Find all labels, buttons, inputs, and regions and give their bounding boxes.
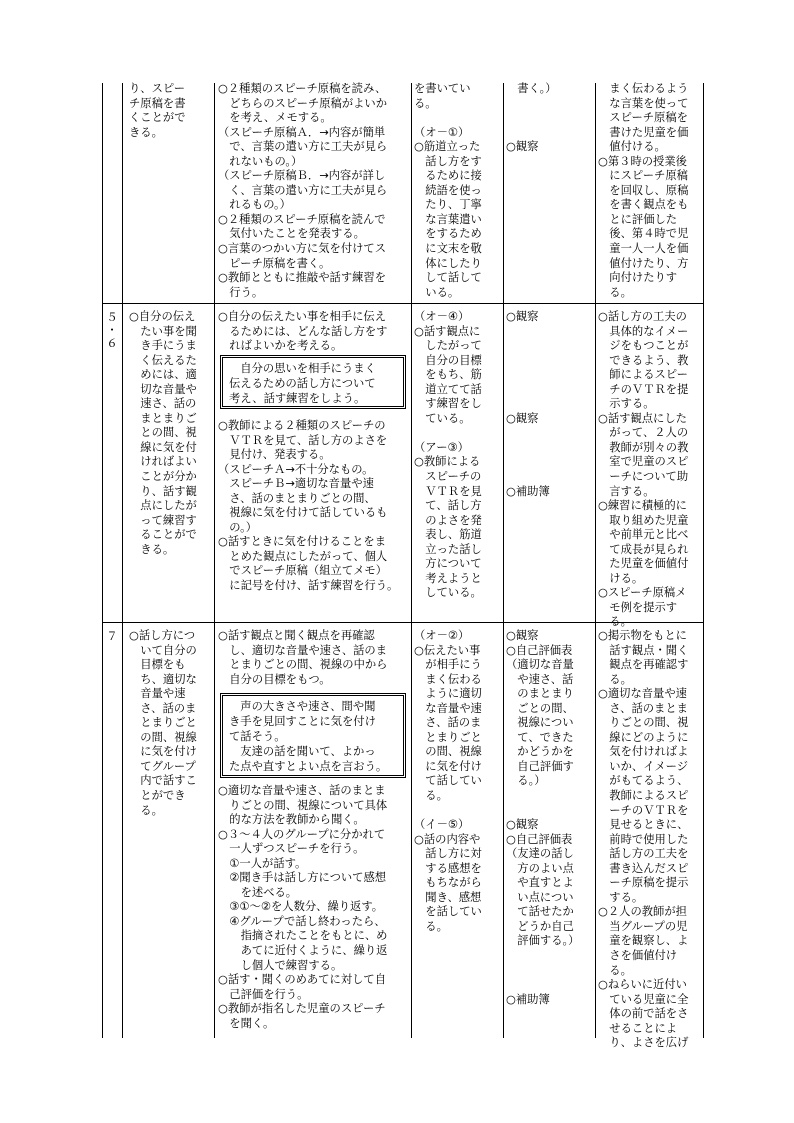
row-0-support: まく伝わるよう な言葉を使って スピーチ原稿を 書けた児童を価 値付ける。 ○第３時の授業後 にスピーチ原稿 を回収し、原稿 を書く観点をも とに評価した 後、第４時で児 童一人一人を価 値付けたり、方 向付けたりす る。 — [598, 82, 689, 299]
row-1-aim: ○自分の伝え たい事を聞 き手にうま く伝えるた めには、適 切な音量や 速さ、話の まとまりご との間、視 線に気を付 ければよい ことが分か り、話す観 点にしたが って練習す ることがで きる。 — [129, 310, 197, 556]
row-1-method: ○観察 ○観察 ○補助簿 — [506, 310, 550, 498]
row-2-activities: ○話す観点と聞く観点を再確認 し、適切な音量や速さ、話のま とまりごとの間、視線の中から 自分の目標をもつ。 — [218, 629, 388, 686]
row-0-activities: ○２種類のスピーチ原稿を読み、 どちらのスピーチ原稿がよいか を考え、メモする。 （スピーチ原稿Ａ．→内容が簡単 で、言葉の遣い方に工夫が見ら れないもの。） （スピーチ原稿Ｂ．→内容が詳し く、言葉の遣い方に工夫が見ら れるもの。） ○２種類のスピーチ原稿を読んで 気付いたことを発表する。 ○言葉のつかい方に気を付けてス ピーチ原稿を書く。 ○教師とともに推敲や話す練習を 行う。 — [218, 82, 388, 299]
row-2-aim: ○話し方につ いて自分の 目標をも ち、適切な 音量や速 さ、話のま とまりごと の間、視線 に気を付け てグループ 内で話すこ とができ る。 — [129, 629, 197, 817]
row-1-support: ○話し方の工夫の 具体的なイメー ジをもつことが できるよう、教 師によるスピー チのＶＴＲを提 示する。 ○話す観点にした がって、２人の 教師が別々の教 室で児童のスピ ーチについて助 言する。 ○練習に積極的に 取り組めた児童 や前単元と比べ て成長が見られ た児童を価値付 ける。 ○スピーチ原稿メ モ例を提示す る。 — [598, 310, 689, 629]
row-1-activities: ○自分の伝えたい事を相手に伝え るためには、どんな話し方をす ればよいかを考える。 — [218, 310, 388, 353]
row-2-method: ○観察 ○自己評価表 （適切な音量 や速さ、話 のまとまり ごとの間、 視線につい て、できた かどうかを 自己評価す る。） ○観察 ○自己評価表 （友達の話し 方のよい点 や直すとよ い点につい て話せたか どうか自己 評価する。） ○補助簿 — [506, 629, 580, 1006]
row-1-criteria: （オ－④） ○話す観点に したがって 自分の目標 をもち、筋 道立てて話 す練習をし ている。 （アー③） ○教師による スピーチの ＶＴＲを見 て、話し方 のよさを発 表し、筋道 立った話し 方について 考えようと している。 — [414, 310, 482, 600]
row-2-criteria: （オ－②） ○伝えたい事 が相手にう まく伝わる ように適切 な音量や速 さ、話のま とまりごと の間、視線 に気を付け て話してい る。 （イ－⑤） ○話の内容や 話し方に対 する感想を もちながら 聞き、感想 を話してい る。 — [414, 629, 482, 933]
row-1-goal-box: 自分の思いを相手にうまく 伝えるための話し方について 考え、話す練習をしよう。 — [220, 355, 406, 409]
lesson-plan-table — [102, 82, 704, 1050]
row-2-goal-box: 声の大きさや速さ、間や聞 き手を見回すことに気を付け て話そう。 友達の話を聞いて、よかっ た点や直すとよい点を言おう。 — [220, 693, 406, 778]
row-2-support: ○掲示物をもとに 話す観点・聞く 観点を再確認す る。 ○適切な音量や速 さ、話のまとま りごとの間、視 線にどのように 気を付ければよ いか、イメージ がもてるよう、 教師によるスピ ーチのＶＴＲを 見せるときに、 前時で使用した 話し方の工夫を 書き込んだスピ ーチ原稿を提示 する。 ○２人の教師が担 当グループの児 童を観察し、よ さを価値付け る。 ○ねらいに近付い ている児童に全 体の前で話をさ せることによ り、よさを広げ — [598, 629, 689, 1050]
row-0-method: 書く。） ○観察 — [506, 82, 557, 154]
row-0-criteria: を書いてい る。 （オ－①） ○筋道立った 話し方をす るために接 続語を使っ たり、丁寧 な言葉遣い をするため に文末を敬 体にしたり して話して いる。 — [414, 82, 482, 299]
row-1-activities-continued: ○教師による２種類のスピーチの ＶＴＲを見て、話し方のよさを 見付け、発表する。 （スピーチＡ→不十分なもの。 スピーチＢ→適切な音量や速 さ、話のまとまりごとの間、 視線に気を付けて話しているも の。） ○話すときに気を付けることをま とめた観点にしたがって、個人 でスピーチ原稿（組立てメモ） に記号を付け、話す練習を行う。 — [218, 419, 399, 593]
row-2-activities-continued: ○適切な音量や速さ、話のまとま りごとの間、視線について具体 的な方法を教師から聞く。 ○３～４人のグループに分かれて 一人ずつスピーチを行う。 ①一人が話す。 ②聞き手は話し方について感想 を述べる。 ③①～②を人数分、繰り返す。 ④グループで話し終わったら、 指摘されたことをもとに、め あてに近付くように、繰り返 し個人で練習する。 ○話す・聞くのめあてに対して自 己評価を行う。 ○教師が指名した児童のスピーチ を聞く。 — [218, 784, 388, 1030]
row-1-number: ５ ・ ６ — [106, 311, 118, 350]
row-0-aim: り、スピー チ原稿を書 くことがで きる。 — [129, 82, 186, 139]
row-2-number: ７ — [106, 630, 118, 643]
